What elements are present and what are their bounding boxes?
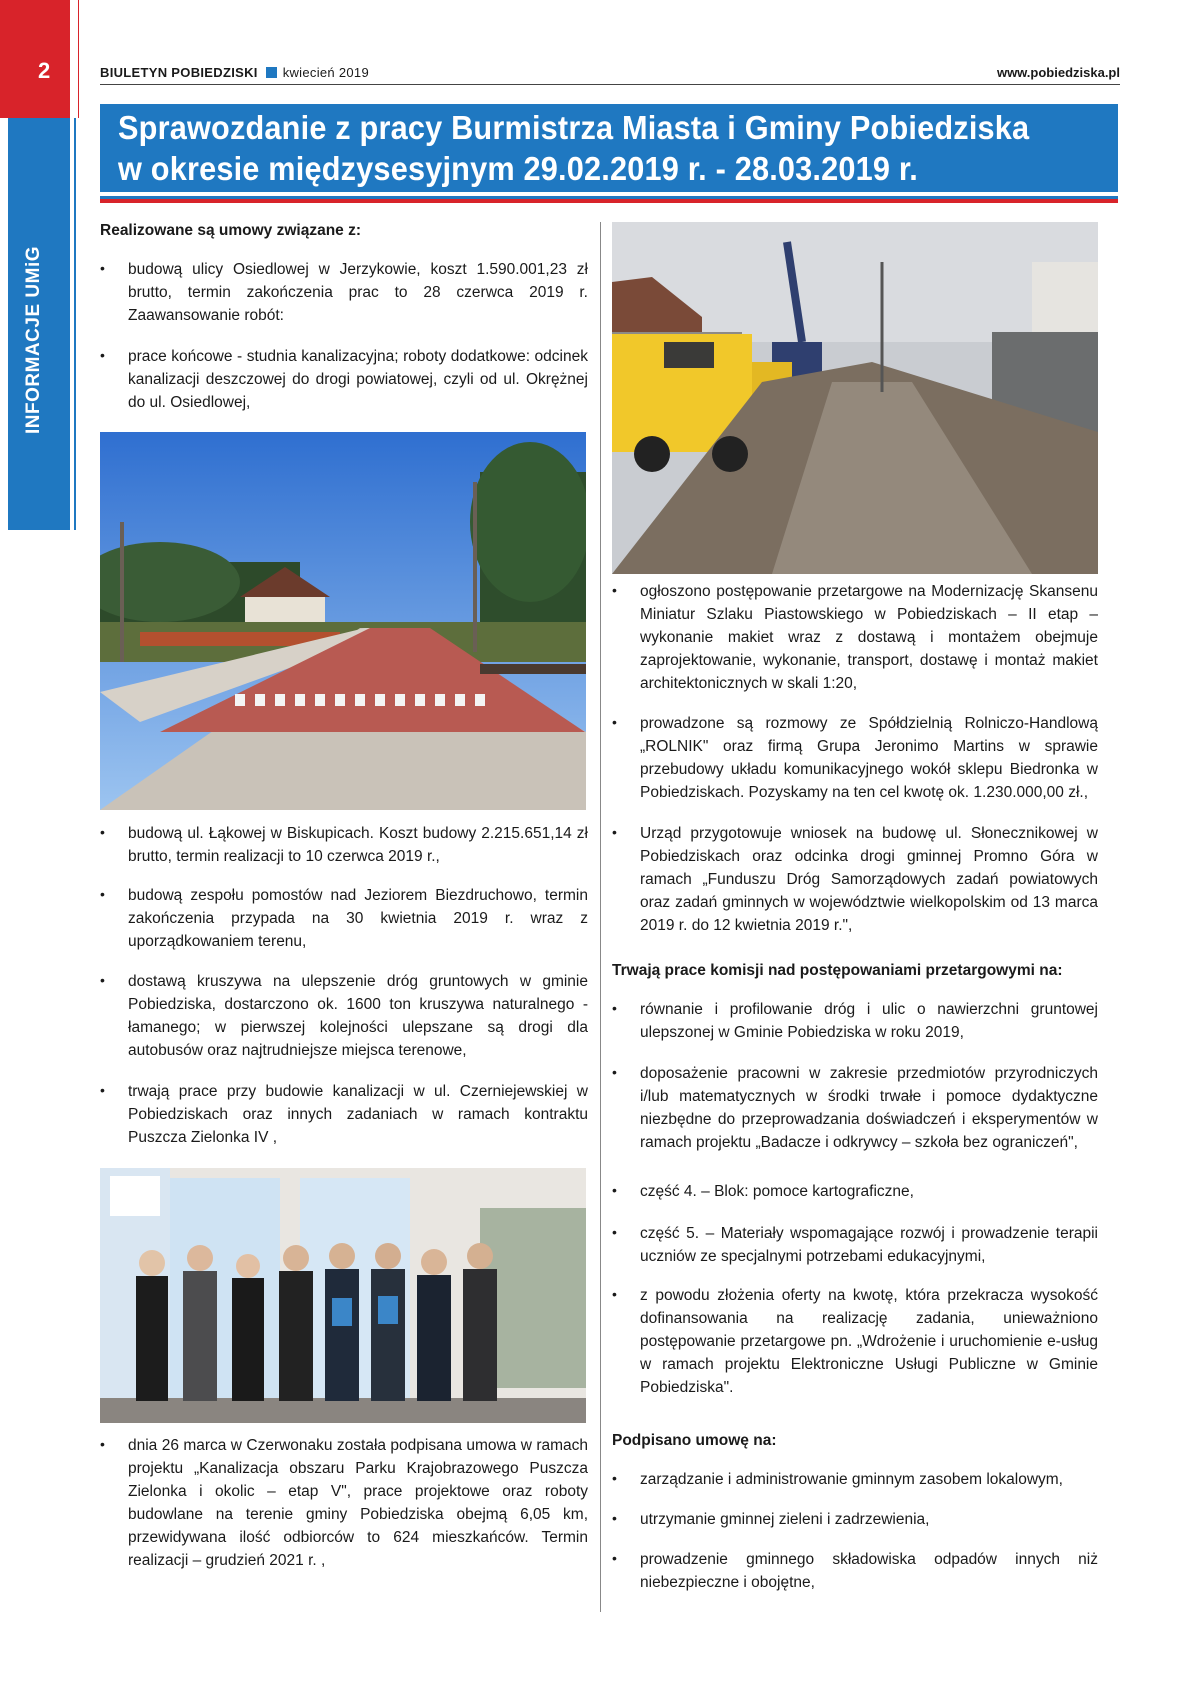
list-item-text: Urząd przygotowuje wniosek na budowę ul. Słonecznikowej w Pobiedziskach oraz odcinka drogi gminnej Promno Góra w ramach „Funduszu Dróg Samorządowych zadań powiatowych oraz zadań gminnych w województwie wielkopolskim od 13 marca 2019 r. do 12 kwietnia 2019 r.", [640,825,1098,934]
photo-construction [612,222,1098,574]
bullet: • [612,1470,617,1486]
bullet: • [612,714,617,730]
list-item-text: z powodu złożenia oferty na kwotę, która przekracza wysokość dofinansowania na realizację zadania, unieważniono postępowanie przetargowe pn. „Wdrożenie i uruchomienie e-usług w ramach projektu Elektroniczne Usługi Publiczne w Gminie Pobiedziska". [640,1287,1098,1396]
bullet: • [612,1224,617,1240]
signing-photo-illustration [100,1168,586,1423]
list-item-text: doposażenie pracowni w zakresie przedmiotów przyrodniczych i/lub matematycznych w środki trwałe i pomoce dydaktyczne niezbędne do przeprowadzania doświadczeń i eksperymentów w ramach projektu „Badacze i odkrywcy – szkoła bez ograniczeń", [640,1065,1098,1151]
list-item-text: równanie i profilowanie dróg i ulic o nawierzchni gruntowej ulepszonej w Gminie Pobiedziska w roku 2019, [640,1001,1098,1041]
bullet: • [100,347,105,363]
page-number-tab [0,0,70,118]
bullet: • [100,886,105,902]
list-item-text: dnia 26 marca w Czerwonaku została podpisana umowa w ramach projektu „Kanalizacja obszaru Parku Krajobrazowego Puszcza Zielonka i okolic – etap V", prace projektowe oraz roboty budowlane na terenie gminy Pobiedziska obejmą 6,05 km, przewidywana ilość odbiorców to 624 mieszkańców. Termin realizacji – grudzień 2021 r. , [128,1437,588,1569]
list-item [612,1062,1098,1154]
list-item [612,1508,1098,1531]
list-item [612,580,1098,695]
list-item-text: zarządzanie i administrowanie gminnym zasobem lokalowym, [640,1471,1063,1488]
bullet: • [612,1064,617,1080]
list-item [100,822,588,868]
list-item [100,884,588,953]
left-rule [78,0,79,118]
list-item-text: budową ul. Łąkowej w Biskupicach. Koszt budowy 2.215.651,14 zł brutto, termin realizacji to 10 czerwca 2019 r., [128,825,588,865]
photo-street [100,432,586,810]
issue-month: kwiecień 2019 [282,65,369,80]
bullet: • [100,1436,105,1452]
running-header [100,65,369,80]
list-item-text: prace końcowe - studnia kanalizacyjna; roboty dodatkowe: odcinek kanalizacji deszczowej do drogi powiatowej, czyli od ul. Okrężnej do ul. Osiedlowej, [128,348,588,411]
list-item [100,1080,588,1149]
header-rule [100,84,1120,85]
construction-photo-illustration [612,222,1098,574]
section-label [14,240,54,440]
list-item [100,345,588,414]
section-label-text: INFORMACJE UMiG [23,246,44,434]
bullet: • [612,1000,617,1016]
photo-signing [100,1168,586,1423]
list-item [100,1434,588,1572]
sidebar-line [74,118,76,530]
list-item [612,1284,1098,1399]
list-item [612,1468,1098,1491]
sidebar-edge [0,118,8,530]
list-item-text: utrzymanie gminnej zieleni i zadrzewienia, [640,1511,930,1528]
bullet: • [612,824,617,840]
street-photo-illustration [100,432,586,810]
bullet: • [612,1550,617,1566]
list-item [612,1180,1098,1203]
list-item-text: prowadzenie gminnego składowiska odpadów innych niż niebezpieczne i obojętne, [640,1551,1098,1591]
right-heading-signed: Podpisano umowę na: [612,1432,777,1449]
bullet: • [100,972,105,988]
list-item [612,1548,1098,1594]
list-item [612,998,1098,1044]
bullet: • [612,1510,617,1526]
list-item-text: część 5. – Materiały wspomagające rozwój i prowadzenie terapii uczniów ze specjalnymi potrzebami edukacyjnymi, [640,1225,1098,1265]
page-number: 2 [38,58,51,83]
left-heading: Realizowane są umowy związane z: [100,222,361,239]
title-underline-red [100,199,1118,203]
bullet: • [100,260,105,276]
list-item-text: budową zespołu pomostów nad Jeziorem Biezdruchowo, termin zakończenia przypada na 30 kwietnia 2019 r. wraz z uporządkowaniem terenu, [128,887,588,950]
list-item-text: ogłoszono postępowanie przetargowe na Modernizację Skansenu Miniatur Szlaku Piastowskiego w Pobiedziskach – II etap – wykonanie makiet wraz z dostawą i montażem obejmuje zaprojektowanie, wykonanie, transport, dostawę i montaż makiet architektonicznych w skali 1:20, [640,583,1098,692]
list-item [612,822,1098,937]
bullet: • [612,1286,617,1302]
list-item [612,1222,1098,1268]
bullet: • [612,582,617,598]
list-item [100,970,588,1062]
bullet: • [612,1182,617,1198]
list-item-text: budową ulicy Osiedlowej w Jerzykowie, koszt 1.590.001,23 zł brutto, termin zakończenia prac to 28 czerwca 2019 r. Zaawansowanie robót: [128,261,588,324]
publication-name: BIULETYN POBIEDZISKI [100,65,258,80]
column-divider [600,222,601,1612]
list-item-text: trwają prace przy budowie kanalizacji w ul. Czerniejewskiej w Pobiedziskach oraz innych zadaniach w ramach kontraktu Puszcza Zielonka IV , [128,1083,588,1146]
list-item [100,258,588,327]
list-item-text: część 4. – Blok: pomoce kartograficzne, [640,1183,914,1200]
list-item [612,712,1098,804]
title-box [100,104,1118,192]
right-heading-commissions: Trwają prace komisji nad postępowaniami przetargowymi na: [612,962,1063,979]
bullet: • [100,1082,105,1098]
square-icon [266,67,277,78]
page-title-line-2: w okresie międzysesyjnym 29.02.2019 r. - 28.03.2019 r. [118,150,919,187]
bullet: • [100,824,105,840]
page-title-line-1: Sprawozdanie z pracy Burmistrza Miasta i Gminy Pobiedziska [118,109,1030,146]
list-item-text: dostawą kruszywa na ulepszenie dróg gruntowych w gminie Pobiedziska, dostarczono ok. 1600 ton kruszywa naturalnego - łamanego; w pierwszej kolejności ulepszane są drogi dla autobusów oraz najtrudniejsze miejsca terenowe, [128,973,588,1059]
website-link[interactable]: www.pobiedziska.pl [996,65,1120,80]
list-item-text: prowadzone są rozmowy ze Spółdzielnią Rolniczo-Handlową „ROLNIK" oraz firmą Grupa Jeronimo Martins w sprawie przebudowy układu komunikacyjnego wokół sklepu Biedronka w Pobiedziskach. Pozyskamy na ten cel kwotę ok. 1.230.000,00 zł., [640,715,1098,801]
